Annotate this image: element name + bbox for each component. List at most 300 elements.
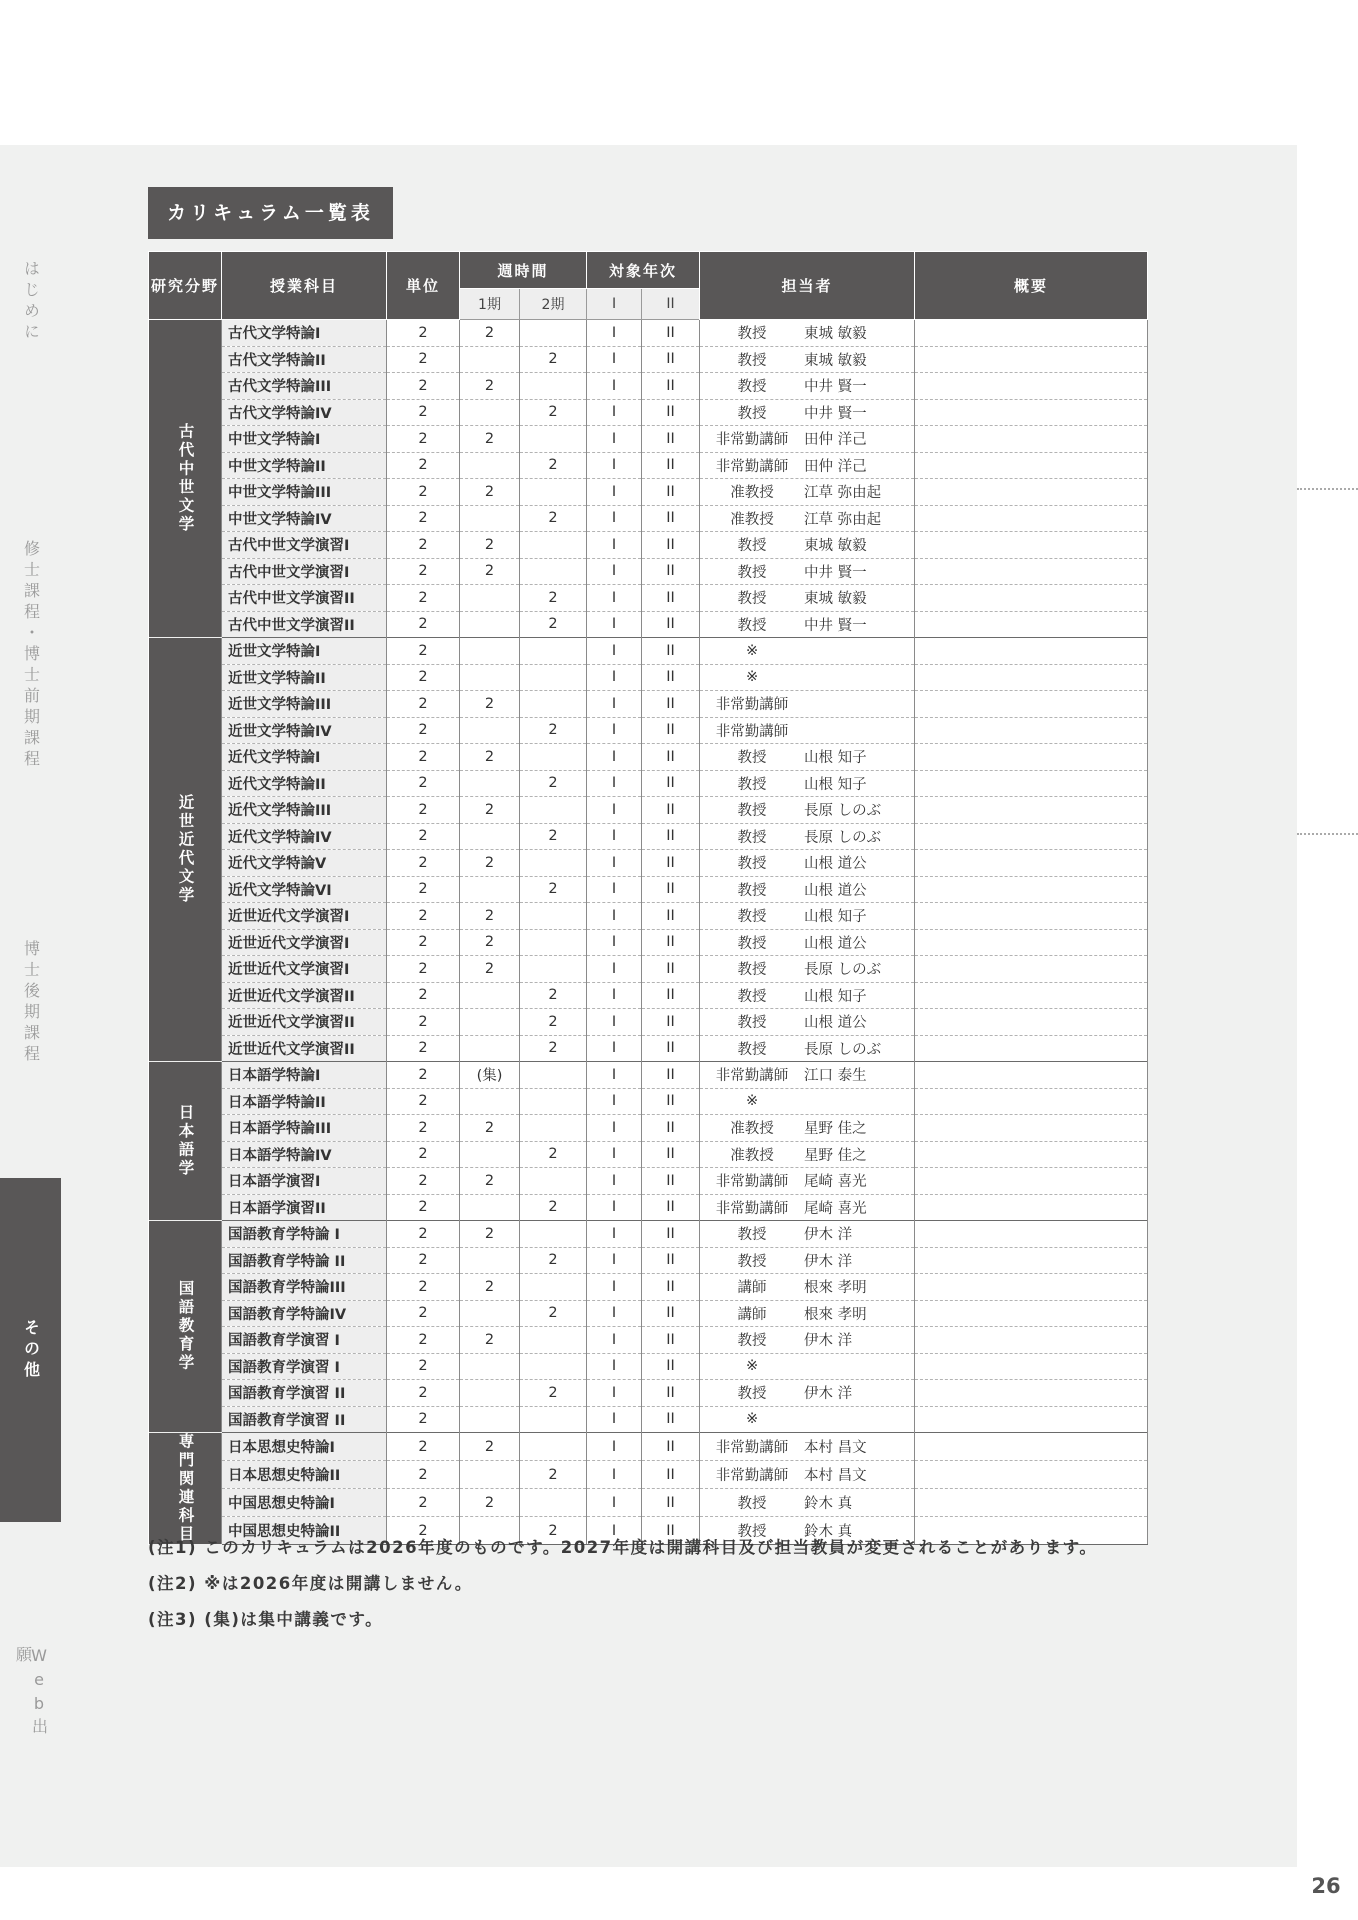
year-1-cell: I — [587, 956, 642, 983]
period-2-cell: 2 — [520, 1300, 587, 1327]
tab-divider — [1297, 833, 1358, 835]
period-2-cell — [520, 956, 587, 983]
period-1-cell: 2 — [460, 1489, 520, 1517]
year-1-cell: I — [587, 691, 642, 718]
instructor-cell — [700, 956, 915, 983]
summary-cell — [915, 638, 1148, 665]
instructor-cell — [700, 638, 915, 665]
credits-cell: 2 — [387, 1300, 460, 1327]
credits-cell: 2 — [387, 1035, 460, 1062]
table-row — [149, 903, 1148, 930]
year-2-cell: II — [642, 876, 700, 903]
period-1-cell: 2 — [460, 426, 520, 453]
table-row — [149, 1168, 1148, 1195]
instructor-cell — [700, 1247, 915, 1274]
table-row — [149, 744, 1148, 771]
header-weekly-hours: 週時間 — [460, 252, 587, 289]
tab-introduction-label: はじめに — [21, 260, 41, 344]
table-header — [149, 252, 1148, 320]
table-row — [149, 797, 1148, 824]
course-name-cell: 古代文学特論IV — [222, 399, 387, 426]
period-2-cell: 2 — [520, 1517, 587, 1545]
period-1-cell — [460, 1353, 520, 1380]
credits-cell: 2 — [387, 505, 460, 532]
period-1-cell — [460, 1406, 520, 1433]
instructor-rank: 教授 — [737, 829, 767, 846]
year-1-cell: I — [587, 585, 642, 612]
period-1-cell — [460, 1461, 520, 1489]
instructor-name: 根來 孝明 — [804, 1280, 867, 1297]
year-1-cell: I — [587, 505, 642, 532]
period-1-cell: 2 — [460, 479, 520, 506]
period-2-cell: 2 — [520, 876, 587, 903]
instructor-cell — [700, 505, 915, 532]
instructor-name: 東城 敏毅 — [804, 538, 867, 555]
instructor-rank: 准教授 — [730, 485, 774, 502]
instructor-name: 東城 敏毅 — [804, 591, 867, 608]
year-2-cell: II — [642, 956, 700, 983]
year-2-cell: II — [642, 1300, 700, 1327]
credits-cell: 2 — [387, 399, 460, 426]
instructor-name: 伊木 洋 — [804, 1386, 853, 1403]
period-1-cell: 2 — [460, 929, 520, 956]
period-2-cell — [520, 426, 587, 453]
instructor-name: 東城 敏毅 — [804, 326, 867, 343]
instructor-name: 長原 しのぶ — [804, 803, 882, 820]
period-1-cell — [460, 982, 520, 1009]
instructor-cell — [700, 558, 915, 585]
course-name-cell: 国語教育学演習 II — [222, 1406, 387, 1433]
period-2-cell: 2 — [520, 505, 587, 532]
instructor-name: 長原 しのぶ — [804, 962, 882, 979]
table-row — [149, 956, 1148, 983]
instructor-rank: ※ — [745, 669, 759, 686]
year-1-cell: I — [587, 611, 642, 638]
summary-cell — [915, 691, 1148, 718]
table-row — [149, 585, 1148, 612]
table-row — [149, 1433, 1148, 1461]
instructor-rank: 教授 — [737, 1524, 767, 1540]
course-name-cell: 近世近代文学演習II — [222, 1035, 387, 1062]
period-2-cell — [520, 1406, 587, 1433]
period-2-cell: 2 — [520, 1194, 587, 1221]
instructor-rank: 教授 — [737, 1333, 767, 1350]
year-2-cell: II — [642, 452, 700, 479]
tab-web-application[interactable] — [0, 1646, 61, 1756]
period-1-cell: (集) — [460, 1062, 520, 1089]
summary-cell — [915, 479, 1148, 506]
period-1-cell — [460, 1380, 520, 1407]
summary-cell — [915, 797, 1148, 824]
credits-cell: 2 — [387, 797, 460, 824]
credits-cell: 2 — [387, 1433, 460, 1461]
instructor-name: 長原 しのぶ — [804, 829, 882, 846]
period-1-cell: 2 — [460, 1168, 520, 1195]
instructor-cell — [700, 770, 915, 797]
course-name-cell: 古代文学特論I — [222, 320, 387, 347]
instructor-name: 山根 道公 — [804, 882, 867, 899]
table-row — [149, 717, 1148, 744]
period-1-cell: 2 — [460, 1221, 520, 1248]
table-row — [149, 426, 1148, 453]
instructor-name: 伊木 洋 — [804, 1333, 853, 1350]
instructor-rank: 教授 — [737, 591, 767, 608]
credits-cell: 2 — [387, 956, 460, 983]
year-2-cell: II — [642, 426, 700, 453]
table-row — [149, 320, 1148, 347]
summary-cell — [915, 1406, 1148, 1433]
period-1-cell — [460, 823, 520, 850]
year-2-cell: II — [642, 1489, 700, 1517]
year-1-cell: I — [587, 558, 642, 585]
instructor-rank: 教授 — [737, 1386, 767, 1403]
period-2-cell — [520, 664, 587, 691]
tab-other-label: その他 — [21, 1318, 41, 1382]
period-1-cell: 2 — [460, 691, 520, 718]
course-name-cell: 近代文学特論VI — [222, 876, 387, 903]
instructor-rank: 准教授 — [730, 1147, 774, 1164]
instructor-rank: 教授 — [737, 538, 767, 555]
summary-cell — [915, 956, 1148, 983]
course-name-cell: 近世近代文学演習II — [222, 1009, 387, 1036]
course-name-cell: 国語教育学特論III — [222, 1274, 387, 1301]
instructor-cell — [700, 1406, 915, 1433]
page-number: 26 — [1311, 1874, 1341, 1898]
table-body — [149, 320, 1148, 1545]
course-name-cell: 中世文学特論II — [222, 452, 387, 479]
note-1: (注1) このカリキュラムは2026年度のものです。2027年度は開講科目及び担当教員が変更されることがあります。 — [148, 1538, 1098, 1557]
period-2-cell — [520, 1168, 587, 1195]
year-1-cell: I — [587, 373, 642, 400]
credits-cell: 2 — [387, 929, 460, 956]
year-2-cell: II — [642, 691, 700, 718]
year-1-cell: I — [587, 1088, 642, 1115]
course-name-cell: 国語教育学特論 II — [222, 1247, 387, 1274]
period-1-cell — [460, 1247, 520, 1274]
course-name-cell: 国語教育学演習 I — [222, 1327, 387, 1354]
instructor-rank: 教授 — [737, 379, 767, 396]
period-2-cell: 2 — [520, 1461, 587, 1489]
instructor-cell — [700, 1088, 915, 1115]
header-instructor: 担当者 — [700, 252, 915, 320]
period-2-cell: 2 — [520, 823, 587, 850]
header-summary: 概要 — [915, 252, 1148, 320]
instructor-cell — [700, 1353, 915, 1380]
year-1-cell: I — [587, 1141, 642, 1168]
research-field-label: 日本語学 — [176, 1104, 195, 1178]
period-1-cell — [460, 638, 520, 665]
period-1-cell — [460, 1194, 520, 1221]
credits-cell: 2 — [387, 1489, 460, 1517]
instructor-rank: ※ — [745, 642, 759, 659]
summary-cell — [915, 823, 1148, 850]
table-row — [149, 1489, 1148, 1517]
year-1-cell: I — [587, 1247, 642, 1274]
note-2: (注2) ※は2026年度は開講しません。 — [148, 1574, 473, 1593]
research-field-cell — [149, 638, 222, 1062]
instructor-rank: 非常勤講師 — [715, 723, 789, 740]
instructor-rank: 教授 — [737, 1041, 767, 1058]
credits-cell: 2 — [387, 770, 460, 797]
credits-cell: 2 — [387, 452, 460, 479]
summary-cell — [915, 1489, 1148, 1517]
credits-cell: 2 — [387, 691, 460, 718]
credits-cell: 2 — [387, 1194, 460, 1221]
year-2-cell: II — [642, 611, 700, 638]
period-2-cell — [520, 1115, 587, 1142]
credits-cell: 2 — [387, 903, 460, 930]
year-2-cell: II — [642, 1115, 700, 1142]
research-field-label: 古代中世文学 — [176, 423, 195, 534]
summary-cell — [915, 1300, 1148, 1327]
instructor-cell — [700, 1274, 915, 1301]
instructor-cell — [700, 903, 915, 930]
instructor-rank: ※ — [745, 1358, 759, 1375]
period-1-cell — [460, 664, 520, 691]
year-1-cell: I — [587, 664, 642, 691]
instructor-name: 江草 弥由起 — [804, 511, 882, 528]
period-2-cell — [520, 1221, 587, 1248]
instructor-rank: 教授 — [737, 617, 767, 634]
instructor-cell — [700, 1221, 915, 1248]
instructor-rank: 教授 — [737, 326, 767, 343]
year-1-cell: I — [587, 532, 642, 559]
credits-cell: 2 — [387, 744, 460, 771]
tab-web-application-label: Web出願 — [13, 1646, 49, 1739]
summary-cell — [915, 850, 1148, 877]
year-2-cell: II — [642, 1141, 700, 1168]
period-1-cell: 2 — [460, 1115, 520, 1142]
instructor-rank: 非常勤講師 — [715, 1468, 789, 1484]
year-2-cell: II — [642, 903, 700, 930]
period-1-cell — [460, 1141, 520, 1168]
research-field-cell — [149, 320, 222, 638]
credits-cell: 2 — [387, 1274, 460, 1301]
year-2-cell: II — [642, 982, 700, 1009]
instructor-rank: 准教授 — [730, 1121, 774, 1138]
instructor-name: 山根 道公 — [804, 1015, 867, 1032]
credits-cell: 2 — [387, 1168, 460, 1195]
summary-cell — [915, 1009, 1148, 1036]
period-2-cell: 2 — [520, 982, 587, 1009]
credits-cell: 2 — [387, 1221, 460, 1248]
instructor-rank: 非常勤講師 — [715, 1200, 789, 1217]
period-2-cell: 2 — [520, 717, 587, 744]
research-field-label: 近世近代文学 — [176, 794, 195, 905]
instructor-cell — [700, 611, 915, 638]
period-2-cell — [520, 1353, 587, 1380]
period-1-cell — [460, 611, 520, 638]
credits-cell: 2 — [387, 611, 460, 638]
period-2-cell: 2 — [520, 1247, 587, 1274]
year-1-cell: I — [587, 1406, 642, 1433]
header-field: 研究分野 — [149, 252, 222, 320]
instructor-rank: 非常勤講師 — [715, 1068, 789, 1085]
year-2-cell: II — [642, 320, 700, 347]
year-1-cell: I — [587, 479, 642, 506]
summary-cell — [915, 1247, 1148, 1274]
instructor-cell — [700, 479, 915, 506]
instructor-rank: 講師 — [737, 1280, 767, 1297]
header-period-2: 2期 — [520, 289, 587, 320]
summary-cell — [915, 929, 1148, 956]
period-1-cell: 2 — [460, 320, 520, 347]
summary-cell — [915, 1380, 1148, 1407]
course-name-cell: 日本語学演習I — [222, 1168, 387, 1195]
table-row — [149, 850, 1148, 877]
instructor-cell — [700, 1168, 915, 1195]
summary-cell — [915, 1274, 1148, 1301]
table-row — [149, 611, 1148, 638]
tab-masters-course[interactable] — [0, 540, 61, 785]
year-1-cell: I — [587, 1433, 642, 1461]
instructor-rank: 教授 — [737, 750, 767, 767]
table-row — [149, 638, 1148, 665]
year-1-cell: I — [587, 1489, 642, 1517]
period-1-cell — [460, 452, 520, 479]
table-row — [149, 1247, 1148, 1274]
instructor-cell — [700, 399, 915, 426]
summary-cell — [915, 1461, 1148, 1489]
period-2-cell: 2 — [520, 346, 587, 373]
table-row — [149, 1062, 1148, 1089]
year-1-cell: I — [587, 1194, 642, 1221]
year-2-cell: II — [642, 1327, 700, 1354]
year-2-cell: II — [642, 346, 700, 373]
table-row — [149, 346, 1148, 373]
instructor-name: 山根 知子 — [804, 776, 867, 793]
credits-cell: 2 — [387, 1380, 460, 1407]
summary-cell — [915, 585, 1148, 612]
instructor-name: 山根 知子 — [804, 988, 867, 1005]
header-period-1: 1期 — [460, 289, 520, 320]
period-1-cell: 2 — [460, 1433, 520, 1461]
course-name-cell: 国語教育学演習 I — [222, 1353, 387, 1380]
instructor-rank: 教授 — [737, 1227, 767, 1244]
period-1-cell — [460, 717, 520, 744]
table-row — [149, 1274, 1148, 1301]
period-2-cell: 2 — [520, 399, 587, 426]
credits-cell: 2 — [387, 373, 460, 400]
course-name-cell: 近代文学特論III — [222, 797, 387, 824]
instructor-cell — [700, 664, 915, 691]
instructor-name: 中井 賢一 — [804, 617, 867, 634]
instructor-name: 東城 敏毅 — [804, 352, 867, 369]
year-2-cell: II — [642, 1380, 700, 1407]
period-2-cell — [520, 558, 587, 585]
year-1-cell: I — [587, 1168, 642, 1195]
table-row — [149, 1380, 1148, 1407]
credits-cell: 2 — [387, 532, 460, 559]
period-2-cell — [520, 1062, 587, 1089]
year-1-cell: I — [587, 320, 642, 347]
credits-cell: 2 — [387, 717, 460, 744]
course-name-cell: 日本思想史特論I — [222, 1433, 387, 1461]
course-name-cell: 近世近代文学演習I — [222, 929, 387, 956]
instructor-cell — [700, 585, 915, 612]
period-1-cell: 2 — [460, 1327, 520, 1354]
year-1-cell: I — [587, 452, 642, 479]
credits-cell: 2 — [387, 558, 460, 585]
summary-cell — [915, 1141, 1148, 1168]
period-2-cell — [520, 320, 587, 347]
instructor-rank: 教授 — [737, 1015, 767, 1032]
year-2-cell: II — [642, 373, 700, 400]
instructor-cell — [700, 823, 915, 850]
credits-cell: 2 — [387, 1517, 460, 1545]
course-name-cell: 近世文学特論IV — [222, 717, 387, 744]
credits-cell: 2 — [387, 1141, 460, 1168]
summary-cell — [915, 1353, 1148, 1380]
instructor-cell — [700, 1489, 915, 1517]
table-row — [149, 1009, 1148, 1036]
instructor-cell — [700, 1327, 915, 1354]
instructor-rank: 非常勤講師 — [715, 1440, 789, 1456]
course-name-cell: 近世文学特論III — [222, 691, 387, 718]
instructor-name: 鈴木 真 — [804, 1496, 853, 1512]
period-2-cell: 2 — [520, 770, 587, 797]
year-1-cell: I — [587, 770, 642, 797]
tab-introduction[interactable] — [0, 260, 61, 380]
instructor-name: 星野 佳之 — [804, 1147, 867, 1164]
instructor-rank: 非常勤講師 — [715, 432, 789, 449]
instructor-rank: 教授 — [737, 856, 767, 873]
year-2-cell: II — [642, 585, 700, 612]
instructor-name: 田仲 洋己 — [804, 432, 867, 449]
instructor-rank: 非常勤講師 — [715, 1174, 789, 1191]
instructor-cell — [700, 1141, 915, 1168]
table-row — [149, 1300, 1148, 1327]
year-1-cell: I — [587, 876, 642, 903]
credits-cell: 2 — [387, 982, 460, 1009]
credits-cell: 2 — [387, 1461, 460, 1489]
instructor-cell — [700, 797, 915, 824]
tab-masters-course-label: 修士課程・博士前期課程 — [21, 540, 41, 771]
course-name-cell: 近代文学特論V — [222, 850, 387, 877]
header-credits: 単位 — [387, 252, 460, 320]
course-name-cell: 国語教育学特論 I — [222, 1221, 387, 1248]
tab-doctoral-course[interactable] — [0, 940, 61, 1085]
period-1-cell: 2 — [460, 1274, 520, 1301]
course-name-cell: 日本語学演習II — [222, 1194, 387, 1221]
tab-other[interactable] — [0, 1178, 61, 1522]
research-field-label: 国語教育学 — [176, 1280, 195, 1373]
year-1-cell: I — [587, 1009, 642, 1036]
year-2-cell: II — [642, 399, 700, 426]
period-2-cell — [520, 1489, 587, 1517]
table-row — [149, 373, 1148, 400]
summary-cell — [915, 1221, 1148, 1248]
year-1-cell: I — [587, 1035, 642, 1062]
instructor-cell — [700, 1461, 915, 1489]
instructor-name: 田仲 洋己 — [804, 458, 867, 475]
period-2-cell — [520, 1088, 587, 1115]
year-1-cell: I — [587, 1380, 642, 1407]
year-2-cell: II — [642, 797, 700, 824]
instructor-cell — [700, 1009, 915, 1036]
summary-cell — [915, 1062, 1148, 1089]
year-1-cell: I — [587, 850, 642, 877]
credits-cell: 2 — [387, 1353, 460, 1380]
instructor-name: 根來 孝明 — [804, 1306, 867, 1323]
year-1-cell: I — [587, 1300, 642, 1327]
year-1-cell: I — [587, 638, 642, 665]
summary-cell — [915, 717, 1148, 744]
course-name-cell: 古代中世文学演習I — [222, 558, 387, 585]
curriculum-table — [148, 251, 1148, 1545]
instructor-cell — [700, 426, 915, 453]
course-name-cell: 近世文学特論II — [222, 664, 387, 691]
